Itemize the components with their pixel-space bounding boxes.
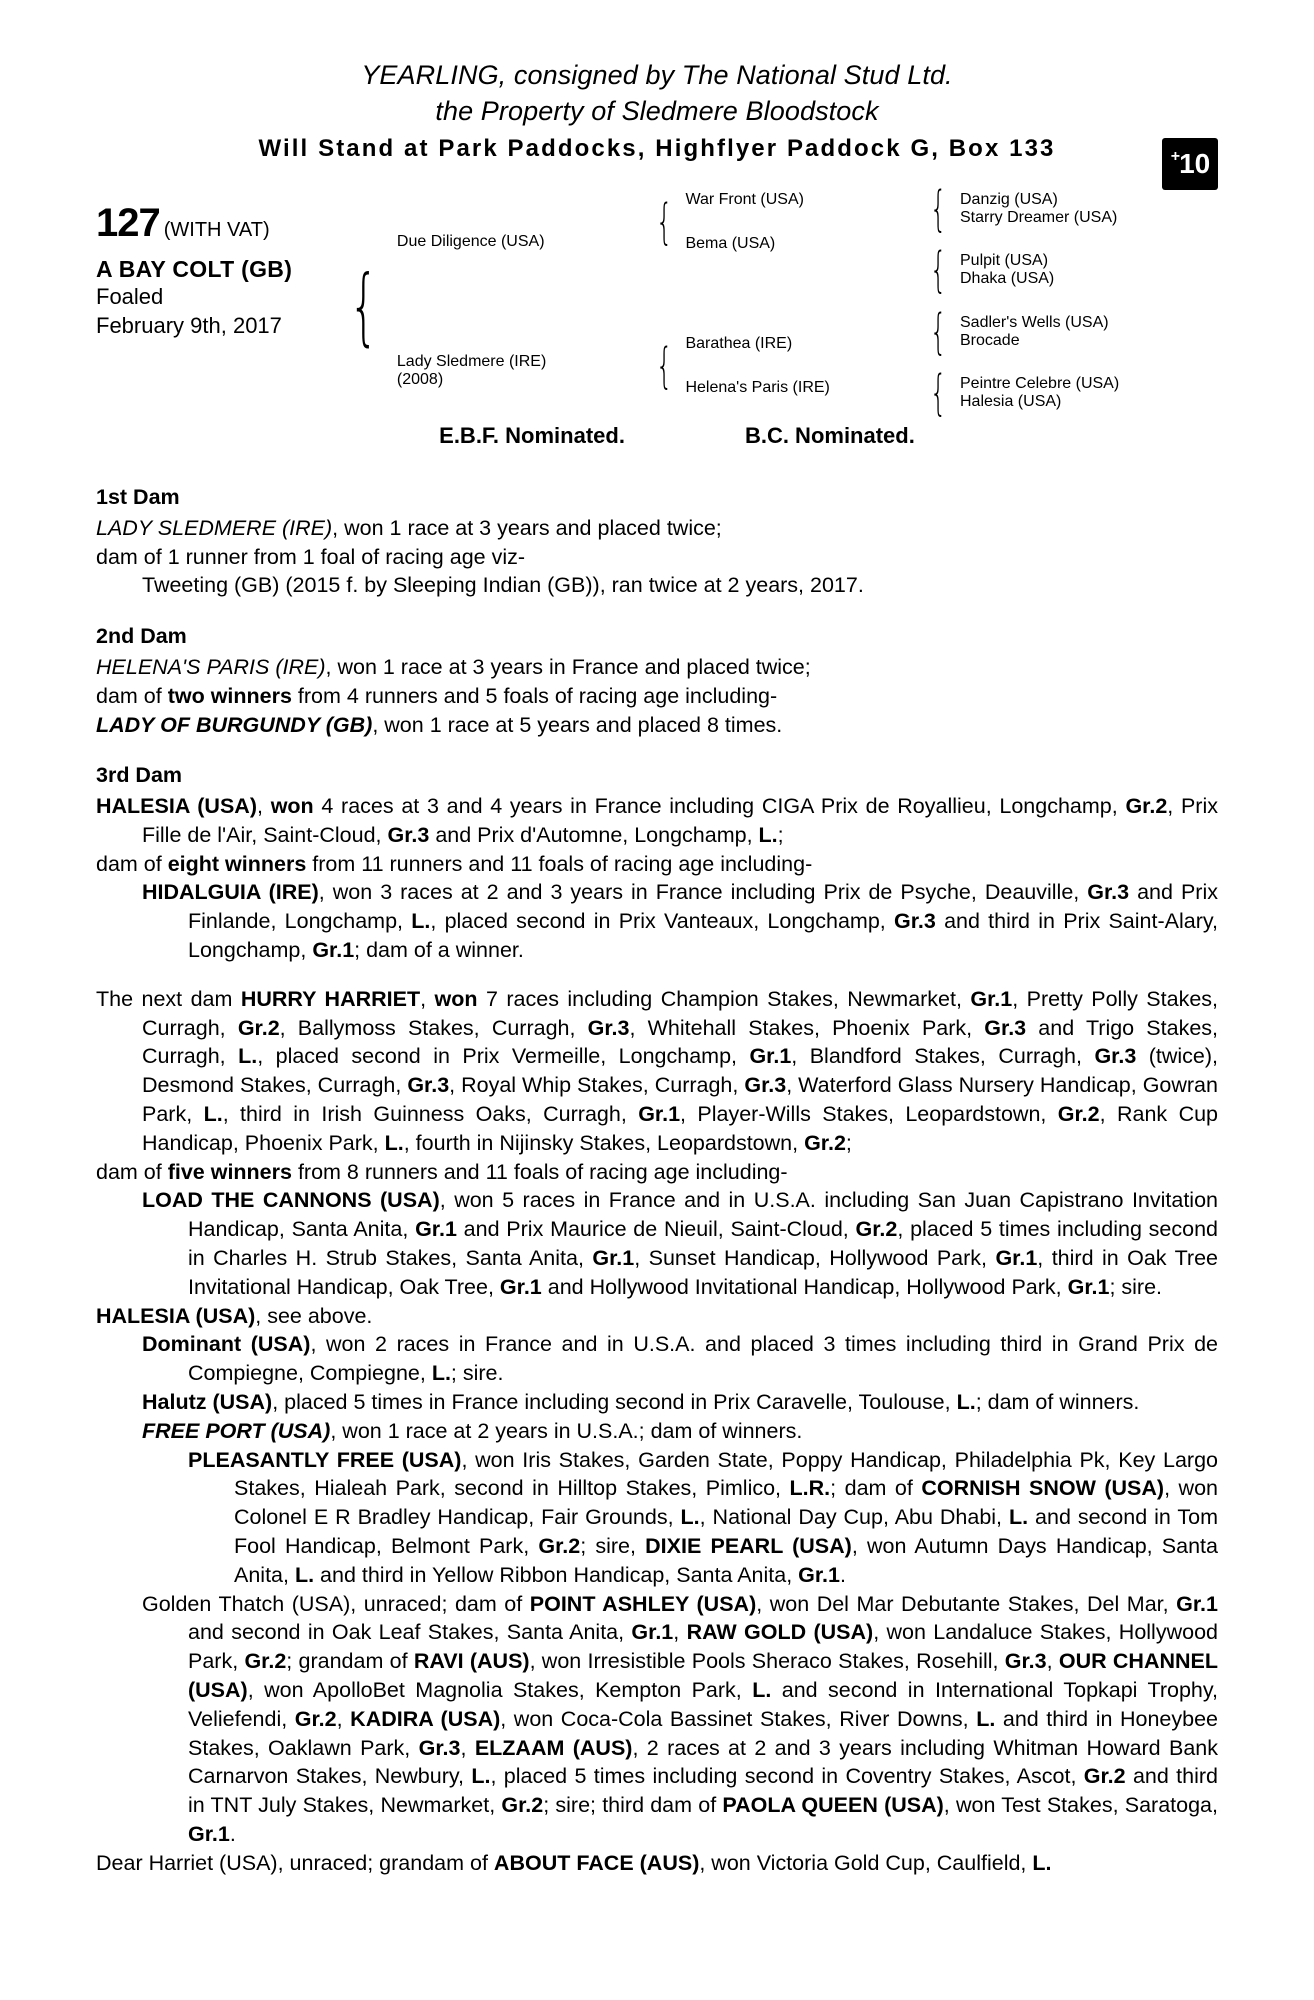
plus-icon: + [1170, 148, 1181, 165]
first-dam-heading: 1st Dam [96, 484, 180, 509]
sire-parents-pair [685, 191, 921, 253]
next-dam-entry [96, 1302, 1218, 1331]
second-dam-rest: , won 1 race at 3 years in France and placed twice; [325, 654, 811, 679]
final-entry [96, 1849, 1218, 1878]
ebf-nomination: E.B.F. Nominated. [439, 422, 625, 448]
entry-text: , placed 5 times in France including second in Prix Caravelle, Toulouse, L.; dam of winners. [272, 1390, 1140, 1415]
consignor-line: YEARLING, consigned by The National Stud Ltd. [361, 60, 953, 90]
sire-dam-name: Bema (USA) [685, 234, 776, 252]
g3-pair-4-names [960, 375, 1218, 411]
next-dam-line [96, 985, 1218, 1158]
second-dam-progeny-name: LADY OF BURGUNDY (GB) [96, 712, 373, 737]
foaled-label: Foaled [96, 283, 164, 309]
next-dam-intro: The next dam [96, 986, 241, 1011]
next-dam-subentry [96, 1590, 1218, 1849]
first-dam-damof: dam of 1 runner from 1 foal of racing age viz- [96, 544, 526, 569]
third-dam-heading: 3rd Dam [96, 763, 183, 788]
next-dam-entry [96, 1388, 1218, 1417]
dam-parents: { Barathea (IRE) Helena's Paris (IRE) [647, 335, 922, 397]
first-dam-line [96, 514, 1218, 543]
sire-dam-pair [397, 211, 647, 401]
third-dam-progeny [96, 878, 1218, 964]
g3-name-3: Pulpit (USA) [960, 252, 1049, 270]
second-dam-heading: 2nd Dam [96, 624, 187, 649]
second-dam-progeny [96, 711, 1218, 740]
next-dam-entry [96, 1417, 1218, 1446]
third-dam-progeny-rest: , won 3 races at 2 and 3 years in France including Prix de Psyche, Deauville, Gr.3 and Prix Finlande, Longchamp, L., placed second in Prix Vanteaux, Longchamp, Gr.3 and third in Prix Saint-Alary, Longchamp, Gr.1; dam of a winner. [188, 880, 1218, 963]
lot-info [96, 191, 335, 340]
first-dam-progeny: Tweeting (GB) (2015 f. by Sleeping Indian (GB)), ran twice at 2 years, 2017. [142, 573, 864, 598]
next-dam-damof: dam of five winners from 8 runners and 11 foals of racing age including- [96, 1159, 788, 1184]
stand-location-line: Will Stand at Park Paddocks, Highflyer Paddock G, Box 133 [258, 135, 1056, 163]
dam-sire-name: Barathea (IRE) [685, 334, 793, 352]
g3-pair-2-names [960, 252, 1218, 288]
sire-sire-name: War Front (USA) [685, 190, 804, 208]
sire-name: Due Diligence (USA) [396, 232, 545, 250]
sire-parents: { War Front (USA) Bema (USA) [647, 191, 922, 253]
dam-parents-pair [685, 335, 921, 397]
g3-name-1: Danzig (USA) [960, 190, 1058, 208]
entry-text: , won 1 race at 2 years in U.S.A.; dam of winners. [330, 1418, 803, 1443]
foaled-date: February 9th, 2017 [96, 312, 282, 338]
dam-year: (2008) [396, 370, 444, 388]
g3-pair-2: { Pulpit (USA) Dhaka (USA) [921, 252, 1218, 288]
second-dam-damof [96, 682, 1218, 711]
next-dam-entry [96, 1186, 1218, 1301]
final-entry-text: , unraced; grandam of ABOUT FACE (AUS), won Victoria Gold Cup, Caulfield, L. [277, 1850, 1052, 1875]
g3-name-8: Halesia (USA) [960, 392, 1062, 410]
generation-3 [921, 180, 1218, 421]
supplement-badge [1162, 138, 1218, 190]
damof-prefix: dam of [96, 683, 168, 708]
third-dam-damof: dam of eight winners from 11 runners and 11 foals of racing age including- [96, 851, 813, 876]
final-entry-name: Dear Harriet (USA) [96, 1850, 278, 1875]
vat-note: (WITH VAT) [163, 218, 270, 241]
nominations [136, 423, 1218, 449]
generation-2 [647, 191, 922, 397]
g3-name-4: Dhaka (USA) [960, 270, 1055, 288]
g3-name-7: Peintre Celebre (USA) [960, 374, 1120, 392]
pedigree-notes [96, 483, 1218, 1878]
entry-text: , see above. [255, 1303, 373, 1328]
next-dam-entry [96, 1330, 1218, 1388]
property-line: the Property of Sledmere Bloodstock [435, 95, 879, 126]
page-header [96, 58, 1218, 165]
entry-name: LOAD THE CANNONS (USA) [142, 1188, 440, 1213]
subentry-name: Golden Thatch (USA) [142, 1591, 351, 1616]
lot-number-row [96, 201, 335, 246]
lot-number: 127 [96, 200, 160, 245]
animal-description: A BAY COLT (GB) [96, 255, 293, 282]
g3-name-6: Brocade [960, 331, 1020, 349]
g3-name-5: Sadler's Wells (USA) [960, 313, 1109, 331]
second-dam-progeny-rest: , won 1 race at 5 years and placed 8 times. [372, 712, 783, 737]
third-dam-progeny-name: HIDALGUIA (IRE) [142, 880, 319, 905]
g3-pair-4: { Peintre Celebre (USA) Halesia (USA) [921, 375, 1218, 411]
next-dam-subentry [96, 1446, 1218, 1590]
dam-dam-name: Helena's Paris (IRE) [685, 378, 830, 396]
next-dam-name: HURRY HARRIET [240, 986, 421, 1011]
dam-name: Lady Sledmere (IRE) [396, 352, 547, 370]
third-dam-name: HALESIA (USA) [96, 794, 257, 819]
entry-text: , won 5 races in France and in U.S.A. including San Juan Capistrano Invitation Handicap, Santa Anita, Gr.1 and Prix Maurice de Nieuil, Saint-Cloud, Gr.2, placed 5 times including second in Charles H. Strub Stakes, Santa Anita, Gr.1, Sunset Handicap, Hollywood Park, Gr.1, third in Oak Tree Invitational Handicap, Oak Tree, Gr.1 and Hollywood Invitational Handicap, Hollywood Park, Gr.1; sire. [188, 1188, 1218, 1299]
bc-nomination: B.C. Nominated. [744, 422, 915, 448]
third-dam-line [96, 792, 1218, 850]
g3-pair-3-names [960, 314, 1218, 350]
entry-name: FREE PORT (USA) [142, 1418, 331, 1443]
g3-pair-1-names [960, 191, 1218, 227]
damof-count: two winners [167, 683, 292, 708]
second-dam-name: HELENA'S PARIS (IRE) [96, 654, 326, 679]
entry-text: , won 2 races in France and in U.S.A. and placed 3 times including third in Grand Prix de Compiegne, Compiegne, L.; sire. [188, 1332, 1218, 1386]
subentry-text: , won Iris Stakes, Garden State, Poppy Handicap, Philadelphia Pk, Key Largo Stakes, Hialeah Park, second in Hilltop Stakes, Pimlico, L.R.; dam of CORNISH SNOW (USA), won Colonel E R Bradley Handicap, Fair Grounds, L., National Day Cup, Abu Dhabi, L. and second in Tom Fool Handicap, Belmont Park, Gr.2; sire, DIXIE PEARL (USA), won Autumn Days Handicap, Santa Anita, L. and third in Yellow Ribbon Handicap, Santa Anita, Gr.1. [234, 1447, 1219, 1587]
first-dam-name: LADY SLEDMERE (IRE) [96, 515, 333, 540]
badge-number: 10 [1179, 148, 1211, 179]
entry-name: Dominant (USA) [142, 1332, 311, 1357]
second-dam-line [96, 653, 1218, 682]
entry-name: HALESIA (USA) [96, 1303, 256, 1328]
entry-name: Halutz (USA) [142, 1390, 273, 1415]
first-dam-rest: , won 1 race at 3 years and placed twice; [332, 515, 722, 540]
g3-name-2: Starry Dreamer (USA) [960, 208, 1118, 226]
g3-pair-1: { Danzig (USA) Starry Dreamer (USA) [921, 191, 1218, 227]
third-dam-rest: , won 4 races at 3 and 4 years in France including CIGA Prix de Royallieu, Longchamp, Gr.2, Prix Fille de l'Air, Saint-Cloud, Gr.3 and Prix d'Automne, Longchamp, L.; [142, 794, 1218, 847]
subentry-text: , unraced; dam of POINT ASHLEY (USA), won Del Mar Debutante Stakes, Del Mar, Gr.1 and second in Oak Leaf Stakes, Santa Anita, Gr.1, RAW GOLD (USA), won Landaluce Stakes, Hollywood Park, Gr.2; grandam of RAVI (AUS), won Irresistible Pools Sheraco Stakes, Rosehill, Gr.3, OUR CHANNEL (USA), won ApolloBet Magnolia Stakes, Kempton Park, L. and second in International Topkapi Trophy, Veliefendi, Gr.2, KADIRA (USA), won Coca-Cola Bassinet Stakes, River Downs, L. and third in Honeybee Stakes, Oaklawn Park, Gr.3, ELZAAM (AUS), 2 races at 2 and 3 years including Whitman Howard Bank Carnarvon Stakes, Newbury, L., placed 5 times including second in Coventry Stakes, Ascot, Gr.2 and third in TNT July Stakes, Newmarket, Gr.2; sire; third dam of PAOLA QUEEN (USA), won Test Stakes, Saratoga, Gr.1. [188, 1591, 1219, 1846]
generation-1: { Due Diligence (USA) Lady Sledmere (IRE) (2008) [335, 191, 646, 421]
damof-suffix: from 4 runners and 5 foals of racing age including- [291, 683, 778, 708]
next-dam-body: , won 7 races including Champion Stakes, Newmarket, Gr.1, Pretty Polly Stakes, Curragh, Gr.2, Ballymoss Stakes, Curragh, Gr.3, Whitehall Stakes, Phoenix Park, Gr.3 and Trigo Stakes, Curragh, L., placed second in Prix Vermeille, Longchamp, Gr.1, Blandford Stakes, Curragh, Gr.3 (twice), Desmond Stakes, Curragh, Gr.3, Royal Whip Stakes, Curragh, Gr.3, Waterford Glass Nursery Handicap, Gowran Park, L., third in Irish Guinness Oaks, Curragh, Gr.1, Player-Wills Stakes, Leopardstown, Gr.2, Rank Cup Handicap, Phoenix Park, L., fourth in Nijinsky Stakes, Leopardstown, Gr.2; [142, 986, 1219, 1155]
dam-block [397, 353, 647, 401]
pedigree-table [96, 180, 1218, 421]
subentry-name: PLEASANTLY FREE (USA) [188, 1447, 462, 1472]
g3-pair-3: { Sadler's Wells (USA) Brocade [921, 314, 1218, 350]
